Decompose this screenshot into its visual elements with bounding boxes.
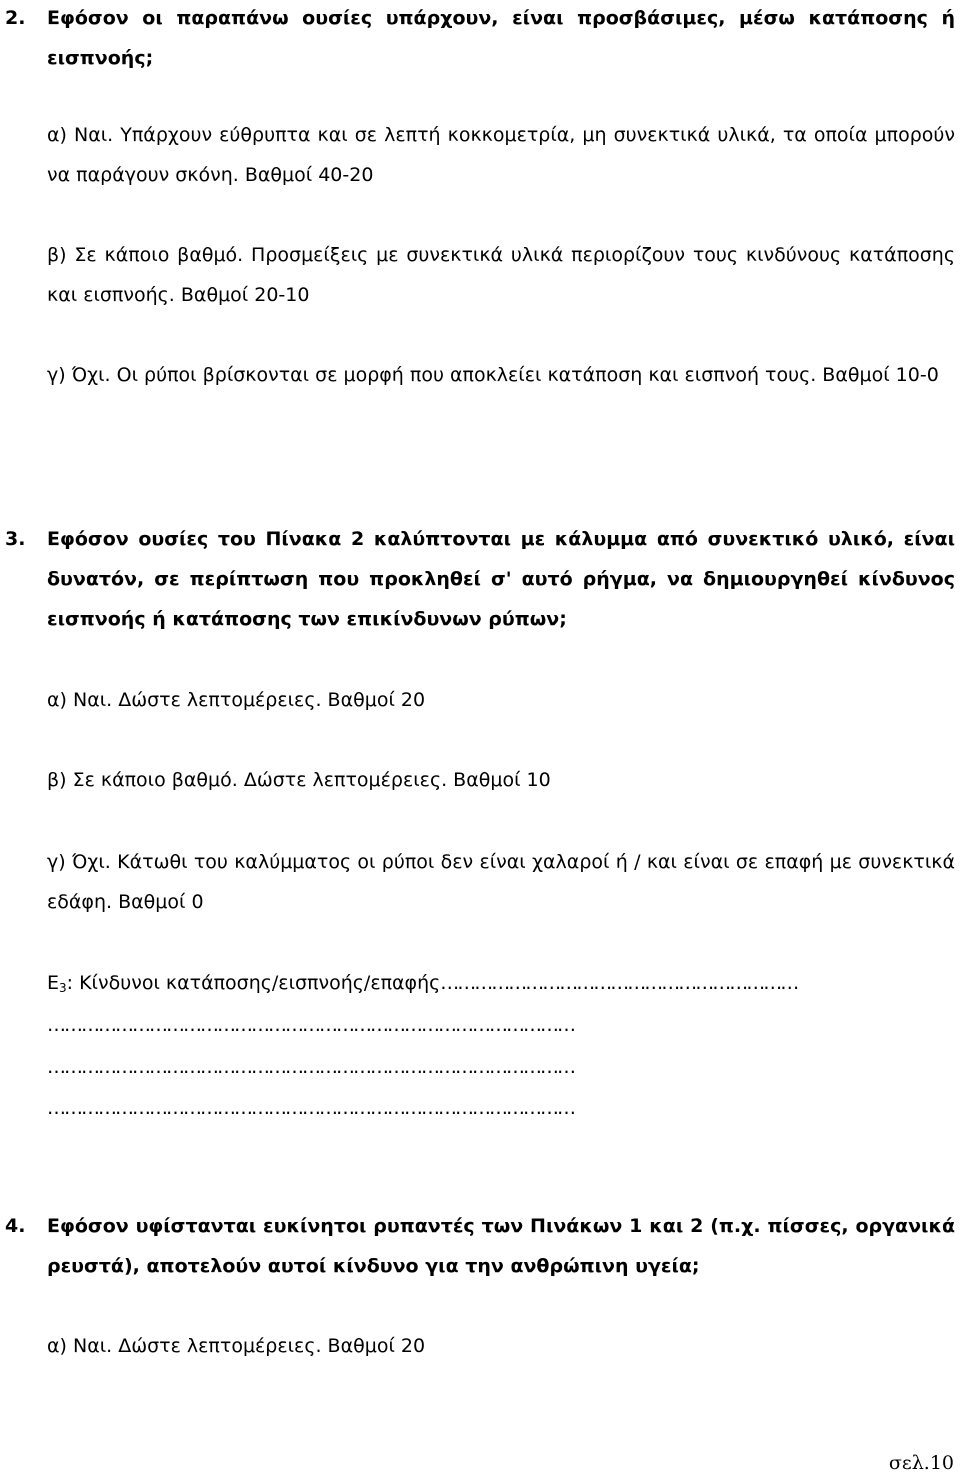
question-3-option-b: β) Σε κάποιο βαθμό. Δώστε λεπτομέρειες. Βαθμοί 10 [47, 769, 551, 791]
question-2-option-a: α) Ναι. Υπάρχουν εύθρυπτα και σε λεπτή κοκκομετρία, μη συνεκτικά υλικά, τα οποία μπορούν να παράγουν σκόνη. Βαθμοί 40-20 [47, 124, 955, 186]
question-4-option-a: α) Ναι. Δώστε λεπτομέρειες. Βαθμοί 20 [47, 1335, 426, 1357]
question-2-text: Εφόσον οι παραπάνω ουσίες υπάρχουν, είναι προσβάσιμες, μέσω κατάποσης ή εισπνοής; [47, 7, 955, 69]
e3-dots-inline: ……………………………………………………… [440, 972, 798, 994]
question-2-option-c: γ) Όχι. Οι ρύποι βρίσκονται σε μορφή που αποκλείει κατάποση και εισπνοή τους. Βαθμοί 10-0 [47, 364, 939, 386]
e3-dotted-line-1: ………………………………………………………………………………… [47, 1014, 574, 1036]
e3-dotted-line-3: ………………………………………………………………………………… [47, 1097, 574, 1119]
e3-dotted-line-2: ………………………………………………………………………………… [47, 1056, 574, 1078]
question-3-number: 3. [5, 528, 26, 550]
question-4-number: 4. [5, 1215, 26, 1237]
e3-prefix: Ε [47, 972, 60, 994]
e3-subscript: 3 [59, 981, 67, 995]
question-4-text: Εφόσον υφίστανται ευκίνητοι ρυπαντές των Πινάκων 1 και 2 (π.χ. πίσσες, οργανικά ρευστά), αποτελούν αυτοί κίνδυνο για την ανθρώπινη υγεία; [47, 1215, 955, 1277]
question-3-text: Εφόσον ουσίες του Πίνακα 2 καλύπτονται με κάλυμμα από συνεκτικό υλικό, είναι δυνατόν, σε περίπτωση που προκληθεί σ' αυτό ρήγμα, να δημιουργηθεί κίνδυνος εισπνοής ή κατάποσης των επικίνδυνων ρύπων; [47, 528, 955, 630]
question-2-number: 2. [5, 7, 26, 29]
page-number: σελ.10 [888, 1452, 954, 1474]
question-2-option-b: β) Σε κάποιο βαθμό. Προσμείξεις με συνεκτικά υλικά περιορίζουν τους κινδύνους κατάποσης και εισπνοής. Βαθμοί 20-10 [47, 244, 955, 306]
e3-label: : Κίνδυνοι κατάποσης/εισπνοής/επαφής [66, 972, 441, 994]
question-3-option-a: α) Ναι. Δώστε λεπτομέρειες. Βαθμοί 20 [47, 689, 426, 711]
question-3-option-c: γ) Όχι. Κάτωθι του καλύμματος οι ρύποι δεν είναι χαλαροί ή / και είναι σε επαφή με συνεκτικά εδάφη. Βαθμοί 0 [47, 851, 955, 913]
e3-field-label [47, 963, 955, 1008]
